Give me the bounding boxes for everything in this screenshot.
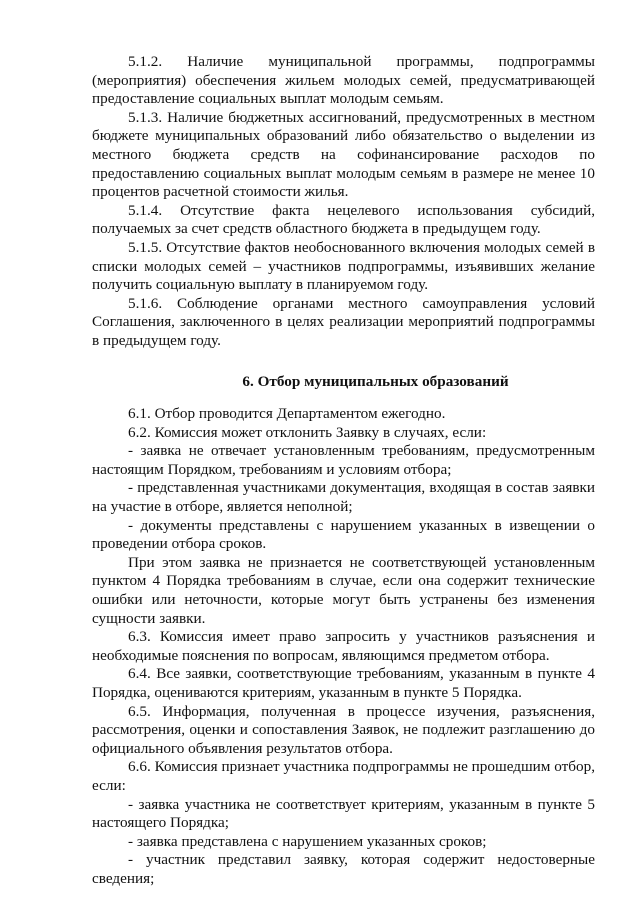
paragraph-5-1-3: 5.1.3. Наличие бюджетных ассигнований, предусмотренных в местном бюджете муниципальных образований либо обязательство о выделении из местного бюджета средств на софинансирование расходов по предоставлению социальных выплат молодым семьям в размере не менее 10 процентов расчетной стоимости жилья.	[92, 108, 595, 201]
paragraph-5-1-2: 5.1.2. Наличие муниципальной программы, подпрограммы (мероприятия) обеспечения жильем молодых семей, предусматривающей предоставление социальных выплат молодым семьям.	[92, 53, 595, 108]
list-item: - документы представлены с нарушением указанных в извещении о проведении отбора сроков.	[92, 516, 595, 553]
paragraph-6-5: 6.5. Информация, полученная в процессе изучения, разъяснения, рассмотрения, оценки и сопоставления Заявок, не подлежит разглашению до официального объявления результатов отбора.	[92, 702, 595, 757]
paragraph-6-1: 6.1. Отбор проводится Департаментом ежегодно.	[128, 405, 446, 423]
paragraph-note: При этом заявка не признается не соответствующей установленным пунктом 4 Порядка требованиям в случае, если она содержит технические ошибки или неточности, которые могут быть устранены без изменения сущности заявки.	[92, 553, 595, 627]
list-item: - заявка участника не соответствует критериям, указанным в пункте 5 настоящего Порядка;	[92, 795, 595, 832]
paragraph-5-1-6: 5.1.6. Соблюдение органами местного самоуправления условий Соглашения, заключенного в целях реализации мероприятий подпрограммы в предыдущем году.	[92, 294, 595, 349]
list-item: - заявка представлена с нарушением указанных сроков;	[128, 832, 487, 850]
paragraph-6-6: 6.6. Комиссия признает участника подпрограммы не прошедшим отбор, если:	[92, 758, 595, 794]
list-item: - представленная участниками документация, входящая в состав заявки на участие в отборе, является неполной;	[92, 479, 595, 516]
paragraph-5-1-5: 5.1.5. Отсутствие фактов необоснованного включения молодых семей в списки молодых семей – участников подпрограммы, изъявивших желание получить социальную выплату в планируемом году.	[92, 238, 595, 294]
paragraph-6-2: 6.2. Комиссия может отклонить Заявку в случаях, если:	[128, 423, 487, 441]
list-item: - участник представил заявку, которая содержит недостоверные сведения;	[92, 851, 595, 887]
document-page	[92, 53, 595, 889]
paragraph-6-3: 6.3. Комиссия имеет право запросить у участников разъяснения и необходимые пояснения по вопросам, являющимся предметом отбора.	[92, 628, 595, 664]
paragraph-5-1-4: 5.1.4. Отсутствие факта нецелевого использования субсидий, получаемых за счет средств областного бюджета в предыдущем году.	[92, 201, 595, 238]
section-heading: 6. Отбор муниципальных образований	[242, 372, 509, 390]
paragraph-6-4: 6.4. Все заявки, соответствующие требованиям, указанным в пункте 4 Порядка, оцениваются критериям, указанным в пункте 5 Порядка.	[92, 665, 595, 701]
list-item: - заявка не отвечает установленным требованиям, предусмотренным настоящим Порядком, требованиям и условиям отбора;	[92, 442, 595, 478]
